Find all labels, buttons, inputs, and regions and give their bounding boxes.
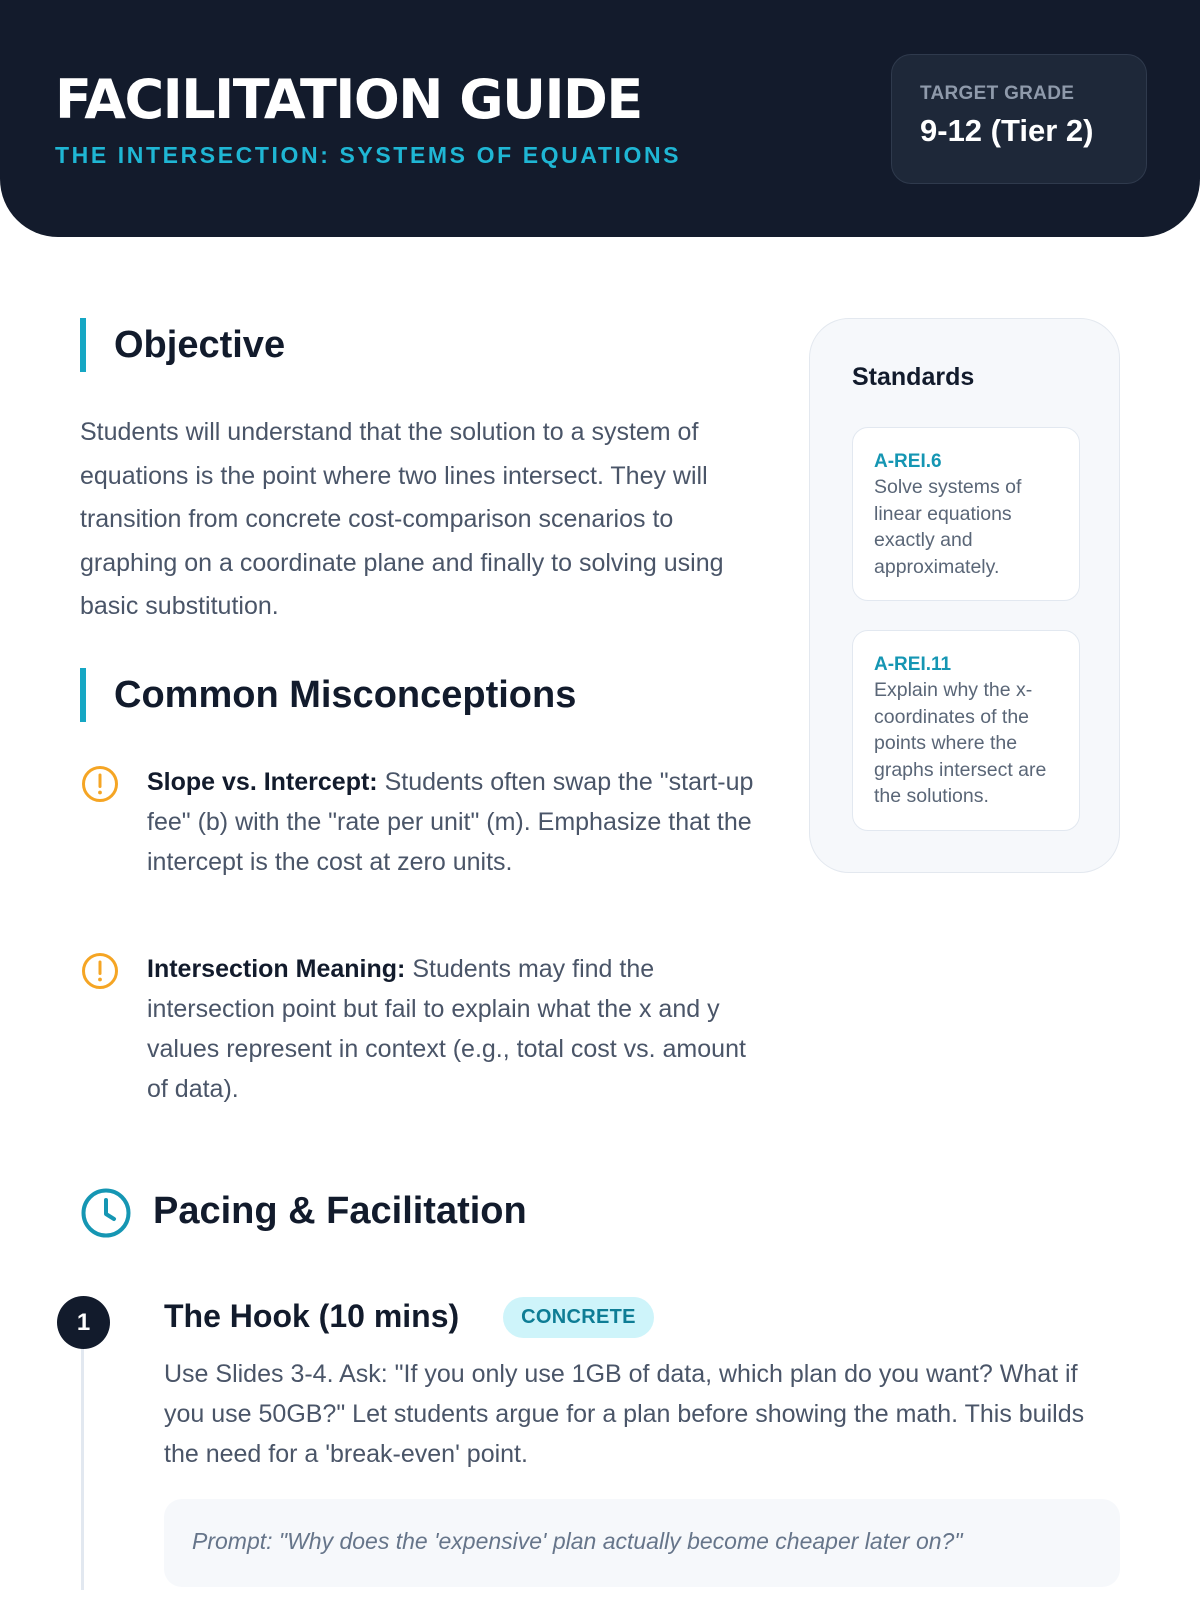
prompt-text: Prompt: "Why does the 'expensive' plan actually become cheaper later on?" [192,1528,963,1554]
timeline-line [81,1340,84,1590]
section-accent-bar [80,318,86,372]
alert-circle-icon [80,764,120,804]
step-body: Use Slides 3-4. Ask: "If you only use 1GB of data, which plan do you want? What if you use 50GB?" Let students argue for a plan before showing the math. This builds the need for a 'break-even' point. [164,1360,1085,1468]
step-badge: CONCRETE [503,1297,654,1338]
target-grade-label: TARGET GRADE [920,83,1075,104]
step-number: 1 [57,1296,110,1349]
objective-text: Students will understand that the solution to a system of equations is the point where two lines intersect. They will transition from concrete cost-comparison scenarios to graphing on a coordinate plane and finally to solving using basic substitution. [80,418,724,620]
misconception-text [147,949,757,1109]
standard-description: Explain why the x-coordinates of the points where the graphs intersect are the solutions. [874,679,1047,807]
misconception-text [147,762,757,882]
target-grade-value: 9-12 (Tier 2) [920,113,1094,148]
standards-card [809,318,1120,873]
page-title: FACILITATION GUIDE [55,68,642,131]
section-accent-bar [80,668,86,722]
misconception-description: Students may find the intersection point but fail to explain what the x and y values represent in context (e.g., total cost vs. amount of data). [147,955,746,1103]
standards-title: Standards [852,363,975,391]
page-subtitle: THE INTERSECTION: SYSTEMS OF EQUATIONS [55,142,682,168]
standard-code: A-REI.6 [874,451,942,472]
pacing-title: Pacing & Facilitation [153,1190,527,1232]
clock-icon [80,1187,132,1239]
step-title: The Hook (10 mins) [164,1298,460,1334]
prompt-callout [164,1499,1120,1587]
target-grade-card [891,54,1147,184]
alert-circle-icon [80,951,120,991]
misconception-description: Students often swap the "start-up fee" (b) with the "rate per unit" (m). Emphasize that the intercept is the cost at zero units. [147,768,754,876]
standard-description: Solve systems of linear equations exactly and approximately. [874,476,1022,578]
objective-title: Objective [114,324,286,366]
standard-item [852,630,1080,831]
misconception-title: Intersection Meaning: [147,955,406,983]
standard-item [852,427,1080,601]
header-banner [0,0,1200,237]
misconceptions-title: Common Misconceptions [114,674,577,716]
standard-code: A-REI.11 [874,654,952,675]
misconception-title: Slope vs. Intercept: [147,768,378,796]
